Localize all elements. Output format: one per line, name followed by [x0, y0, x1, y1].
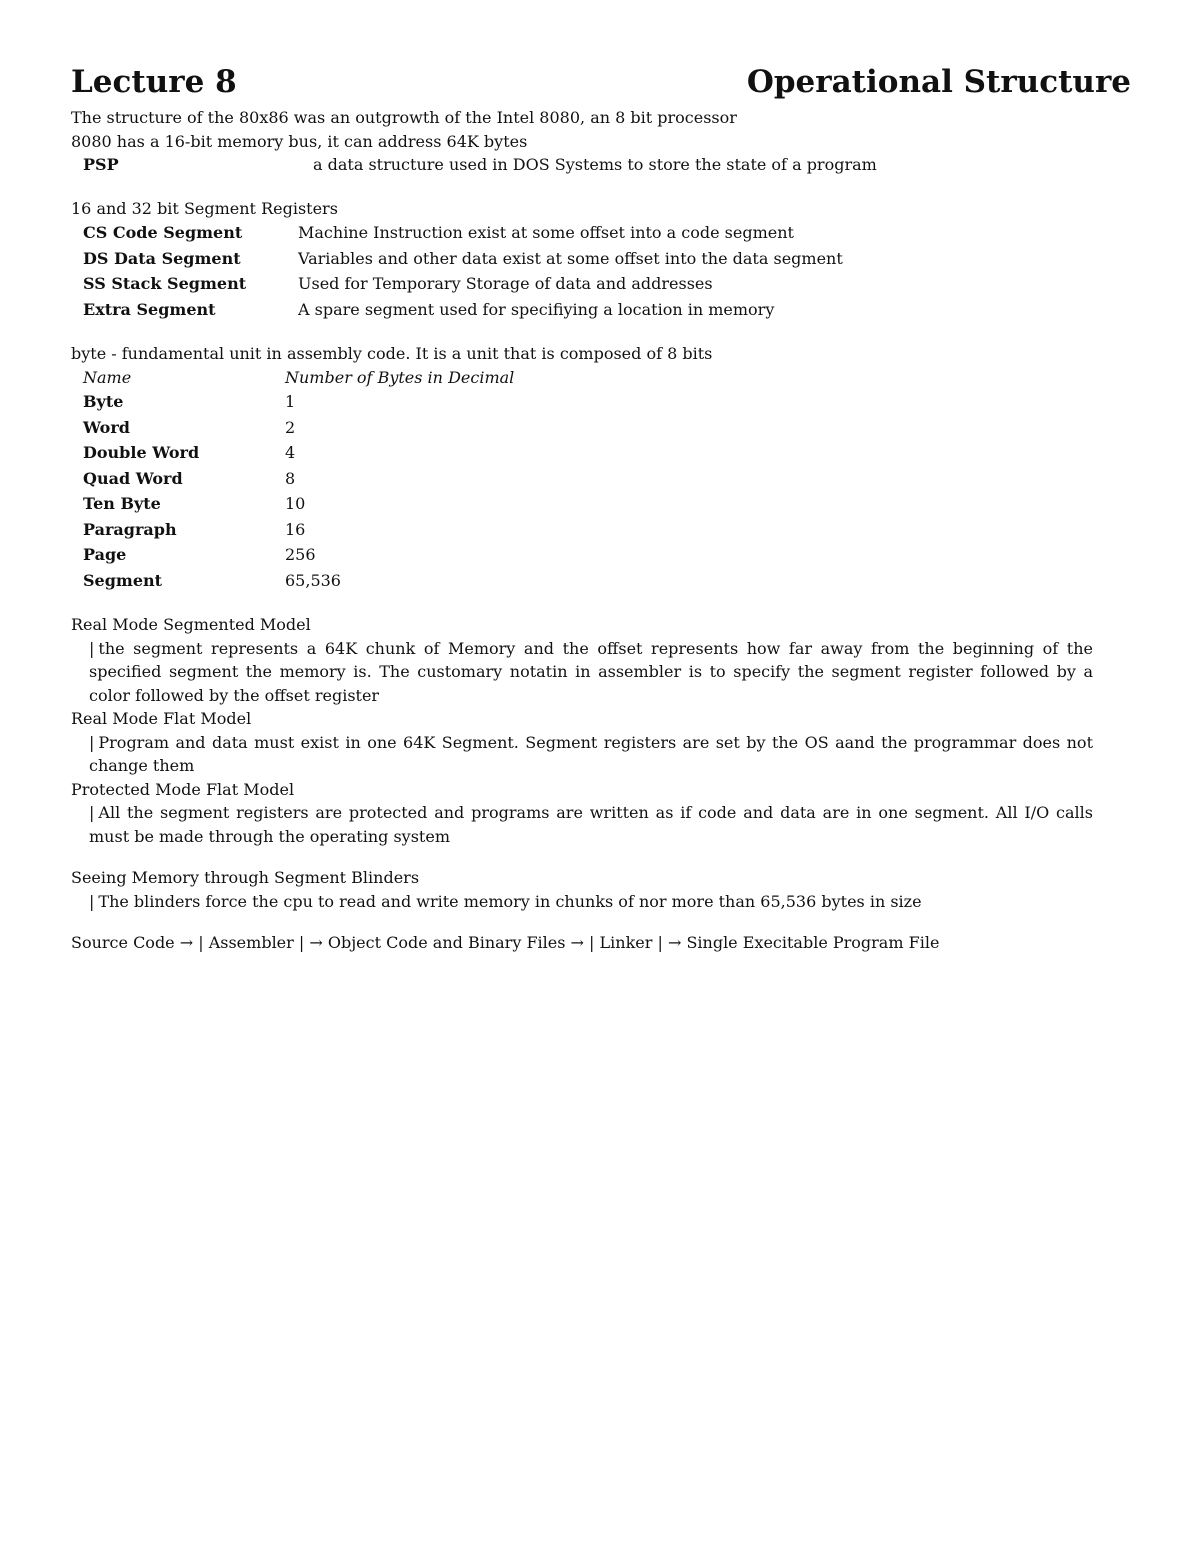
size-bytes: 2 [285, 417, 296, 437]
size-name: Segment [83, 570, 163, 590]
size-name: Byte [83, 392, 124, 411]
table-row [71, 568, 1131, 594]
intro-line-2: 8080 has a 16-bit memory bus, it can address 64K bytes [71, 131, 528, 151]
register-description: Used for Temporary Storage of data and addresses [298, 274, 713, 293]
size-bytes: 1 [285, 392, 296, 411]
blinders-description [71, 890, 1093, 914]
blinders-title: Seeing Memory through Segment Blinders [71, 868, 420, 887]
register-row [71, 220, 1131, 246]
topic-title: Operational Structure [746, 64, 1131, 100]
size-bytes: 16 [285, 519, 306, 539]
model-description [71, 637, 1093, 708]
size-name: Double Word [83, 443, 200, 462]
size-name: Quad Word [83, 468, 183, 488]
bar-glyph: | [89, 732, 95, 752]
size-bytes: 4 [285, 443, 296, 462]
table-row [71, 466, 1131, 492]
model-text: the segment represents a 64K chunk of Memory and the offset represents how far away from the beginning of the specified segment the memory is. The customary notatin in assembler is to specify the segment register followed by a color followed by the offset register [89, 638, 1093, 705]
register-row [71, 297, 1131, 323]
size-bytes: 256 [285, 545, 316, 564]
size-bytes: 8 [285, 468, 296, 488]
model-description [71, 801, 1093, 848]
size-bytes: 10 [285, 494, 306, 513]
model-description [71, 731, 1093, 778]
registers-list [71, 220, 1131, 322]
register-term: SS Stack Segment [83, 274, 247, 293]
model-title: Real Mode Flat Model [71, 709, 252, 728]
size-name: Ten Byte [83, 494, 161, 513]
register-term: CS Code Segment [83, 223, 243, 242]
register-row [71, 246, 1131, 272]
lecture-title: Lecture 8 [71, 64, 237, 100]
model-text: Program and data must exist in one 64K Segment. Segment registers are set by the OS aand the programmar does not change them [89, 732, 1093, 775]
bar-glyph: | [89, 891, 95, 911]
table-row [71, 542, 1131, 568]
col-bytes-header: Number of Bytes in Decimal [285, 367, 515, 387]
sizes-header-row [71, 366, 1131, 390]
model-title: Protected Mode Flat Model [71, 779, 295, 799]
register-description: Variables and other data exist at some offset into the data segment [298, 248, 843, 268]
size-bytes: 65,536 [285, 570, 341, 590]
size-name: Word [83, 417, 130, 437]
col-name-header: Name [83, 367, 132, 387]
register-description: A spare segment used for specifiying a location in memory [298, 299, 775, 319]
blinders-text: The blinders force the cpu to read and write memory in chunks of nor more than 65,536 bytes in size [98, 891, 922, 911]
psp-term: PSP [83, 155, 119, 174]
psp-definition [71, 153, 1131, 177]
register-description: Machine Instruction exist at some offset into a code segment [298, 223, 794, 242]
build-pipeline: Source Code → | Assembler | → Object Code and Binary Files → | Linker | → Single Execitable Program File [71, 933, 940, 952]
size-name: Paragraph [83, 519, 177, 539]
table-row [71, 440, 1131, 466]
document-page [71, 62, 1131, 955]
table-row [71, 415, 1131, 441]
bar-glyph: | [89, 638, 95, 658]
table-row [71, 389, 1131, 415]
register-term: DS Data Segment [83, 248, 241, 268]
intro-line-1: The structure of the 80x86 was an outgrowth of the Intel 8080, an 8 bit processor [71, 108, 737, 127]
register-term: Extra Segment [83, 299, 216, 319]
sizes-title: byte - fundamental unit in assembly code. It is a unit that is composed of 8 bits [71, 344, 713, 363]
register-row [71, 271, 1131, 297]
size-name: Page [83, 545, 127, 564]
model-text: All the segment registers are protected and programs are written as if code and data are in one segment. All I/O calls must be made through the operating system [89, 803, 1093, 846]
bar-glyph: | [89, 803, 95, 822]
page-heading [71, 62, 1131, 102]
psp-description: a data structure used in DOS Systems to store the state of a program [313, 155, 877, 174]
model-title: Real Mode Segmented Model [71, 615, 311, 634]
table-row [71, 517, 1131, 543]
memory-models [71, 613, 1131, 848]
sizes-table [71, 366, 1131, 594]
registers-title: 16 and 32 bit Segment Registers [71, 198, 338, 218]
table-row [71, 491, 1131, 517]
